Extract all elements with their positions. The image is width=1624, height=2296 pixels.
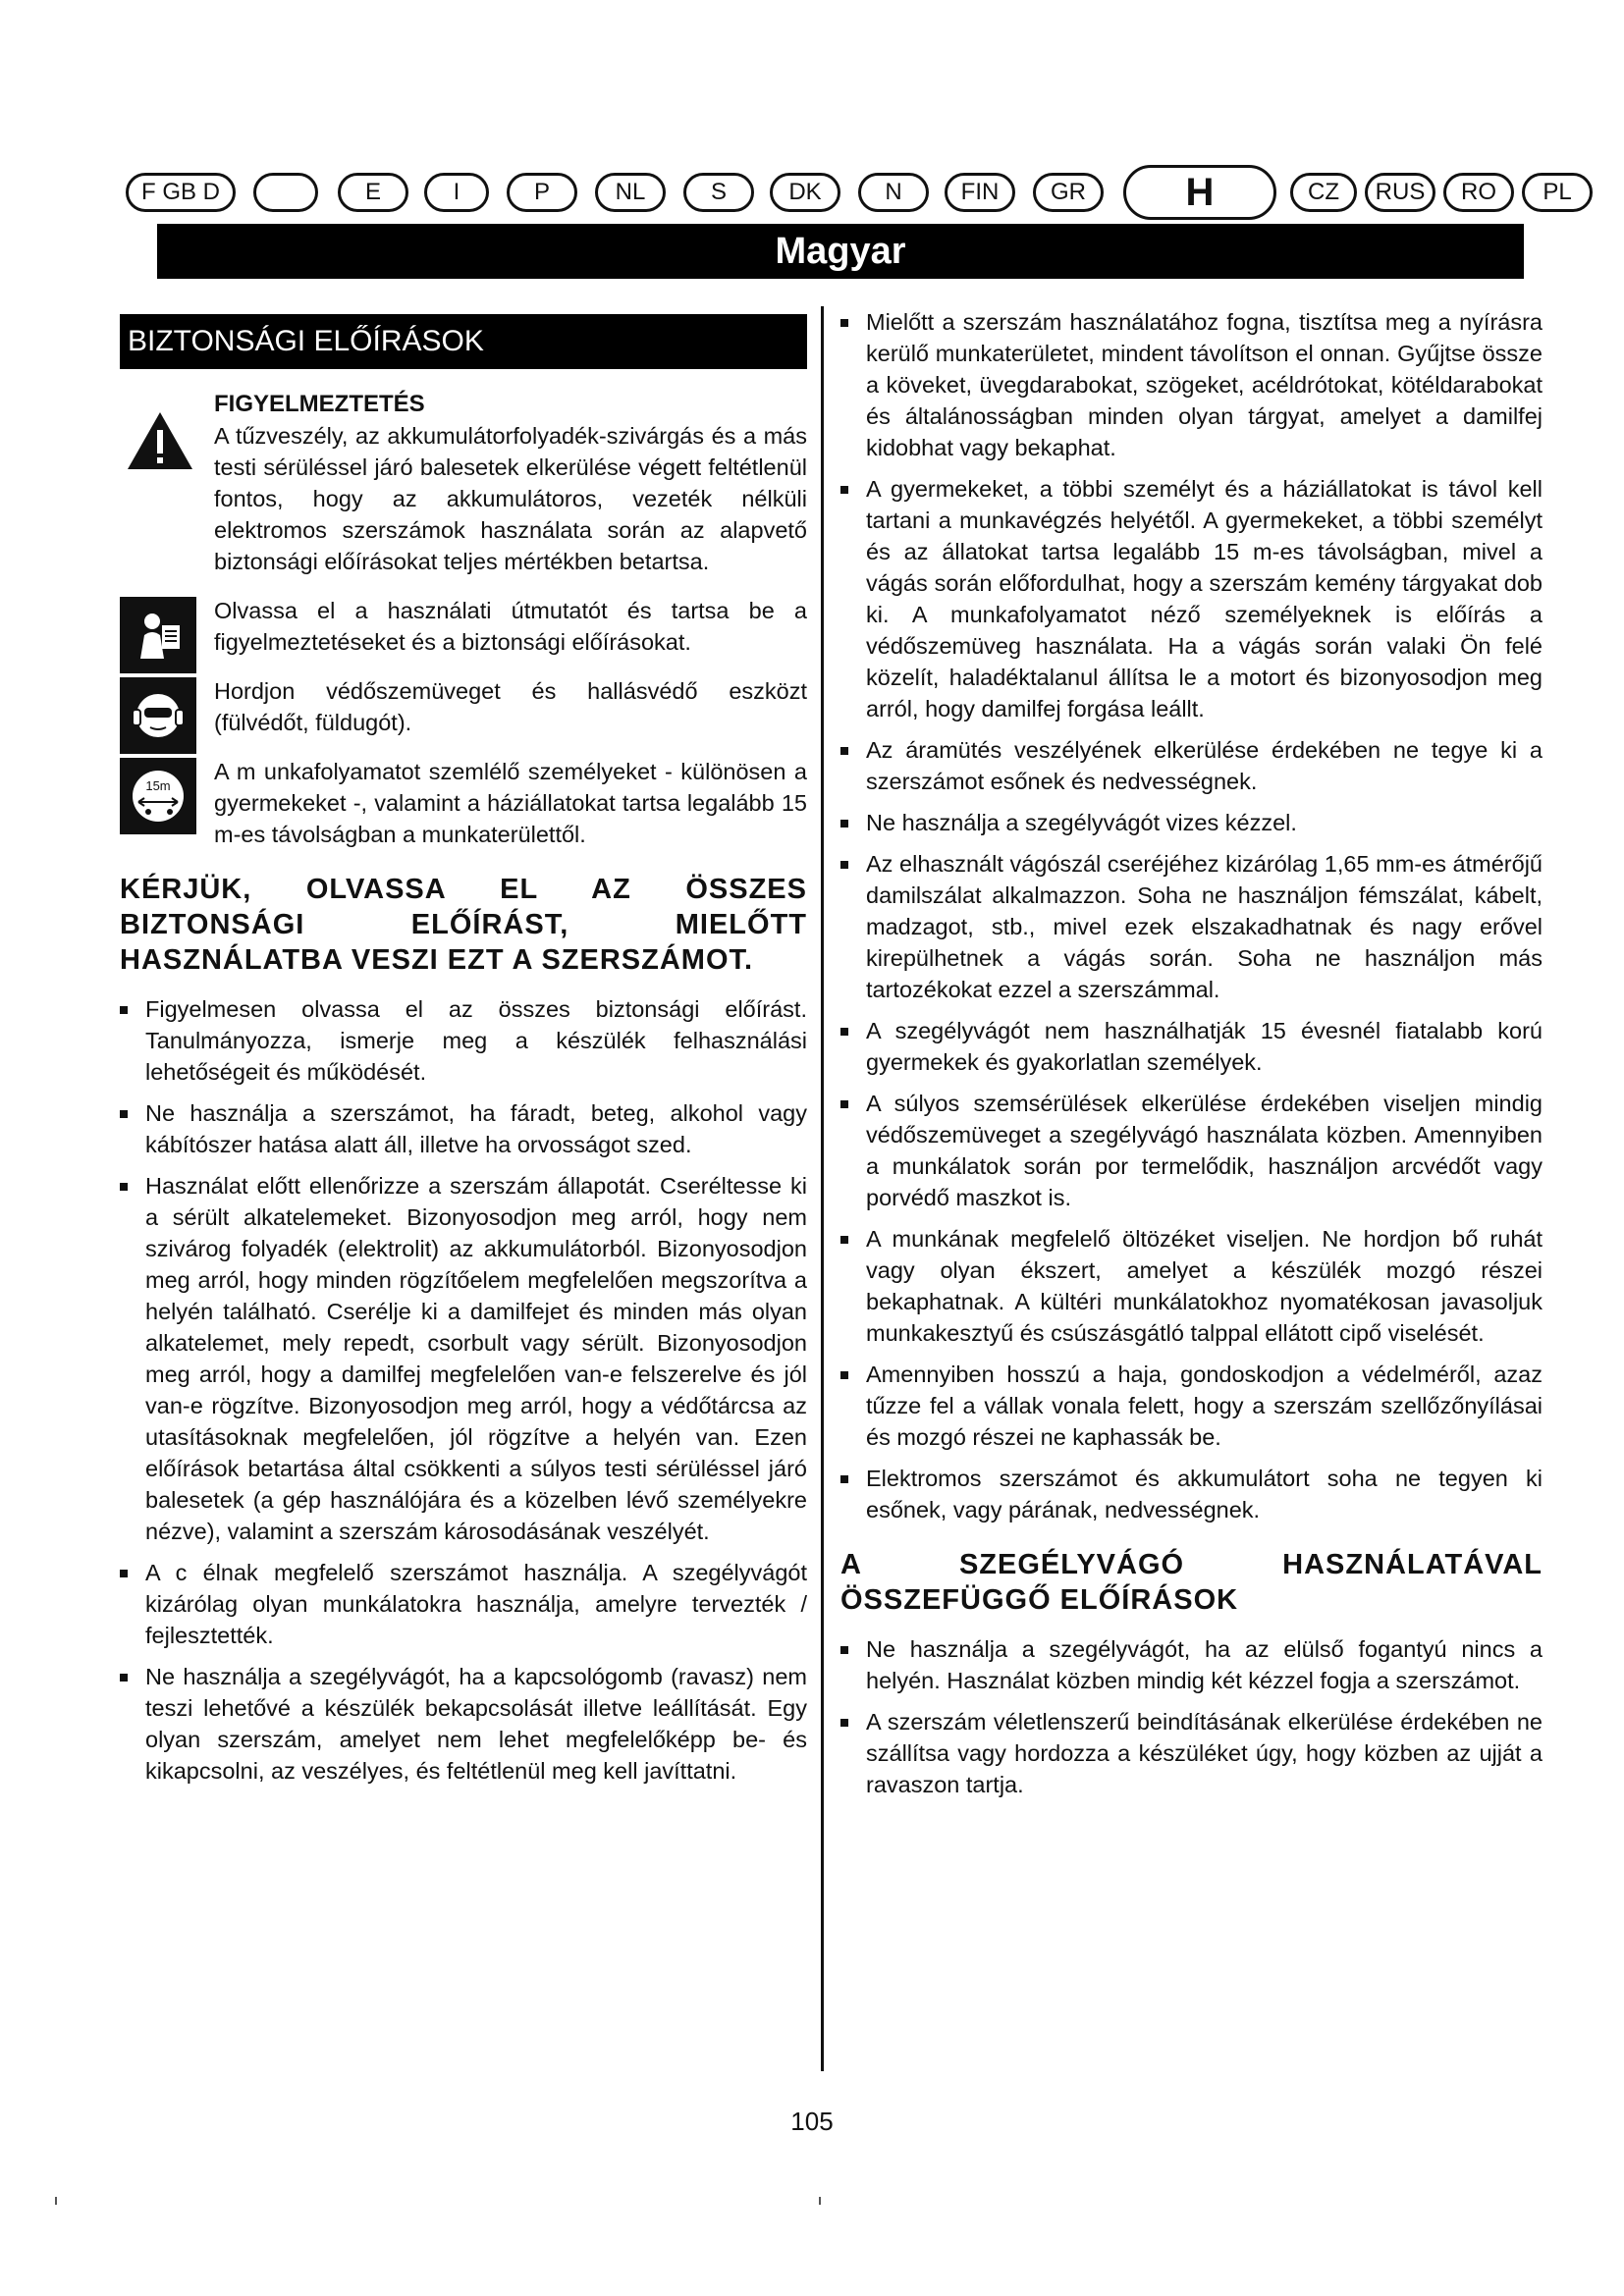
list-item <box>840 1633 1543 1696</box>
instruction-text: Olvassa el a használati útmutatót és tartsa be a figyelmeztetéseket és a biztonsági előírásokat. <box>214 598 807 655</box>
left-column <box>120 314 807 1796</box>
bullet-marker <box>840 861 848 869</box>
bullet-marker <box>840 1371 848 1379</box>
list-item-text: Használat előtt ellenőrizze a szerszám állapotát. Cseréltesse ki a sérült alkatelemeket. Bizonyosodjon meg arról, hogy nem szivárog folyadék (elektrolit) az akkumulátorból. Bizonyosodjon meg arról, hogy minden rögzítőelem megfelelően megszorítva a helyén található. Cserélje ki a damilfejet és minden más olyan alkatelemet, mely repedt, csorbult vagy sérült. Bizonyosodjon meg arról, hogy a damilfej megfelelően van-e felszerelve és jól van-e rögzítve. Bizonyosodjon meg arról, hogy a védőtárcsa az utasításoknak megfelelően, jól rögzítve a helyén van. Ezen előírások betartása által csökkenti a súlyos testi sérüléssel járó balesetek (a gép használójára és a közelben lévő személyekre nézve), valamint a szerszám károsodásának veszélyét. <box>145 1173 807 1544</box>
warning-title: FIGYELMEZTETÉS <box>214 391 425 417</box>
keep-distance-15m-icon <box>120 758 196 834</box>
list-item <box>840 807 1543 838</box>
list-item-text: Az áramütés veszélyének elkerülése érdekében ne tegye ki a szerszámot esőnek és nedvességnek. <box>866 737 1543 794</box>
scan-mark <box>819 2197 821 2205</box>
lang-tab-s[interactable]: S <box>683 173 754 212</box>
lang-tab-h[interactable]: H <box>1123 165 1276 220</box>
lang-tab-n[interactable]: N <box>858 173 929 212</box>
list-item-text: Mielőtt a szerszám használatához fogna, tisztítsa meg a nyírásra kerülő munkaterületet, mindent távolítson el onnan. Gyűjtse össze a köveket, üvegdarabokat, szögeket, acéldrótokat, kötéldarabokat és általánosságban minden olyan tárgyat, amelyet a damilfej kidobhat vagy bekaphat. <box>866 309 1543 460</box>
list-item <box>840 1088 1543 1213</box>
instruction-eye-ear-protection <box>120 675 807 738</box>
list-item-text: A gyermekeket, a többi személyt és a háziállatokat is távol kell tartani a munkavégzés helyétől. A gyermekeket, a többi személyt és az állatokat tartsa legalább 15 m-es távolságban, mivel a vágás során előfordulhat, hogy a szerszám kemény tárgyakat dob ki. A munkafolyamatot néző személyeknek is előírás a védőszemüveg használata. Ha a vágás során valaki Ön felé közelít, haladéktalanul állítsa le a motort és bizonyosodjon meg arról, hogy damilfej forgása leállt. <box>866 476 1543 721</box>
list-item-text: A c élnak megfelelő szerszámot használja. A szegélyvágót kizárólag olyan munkálatokra használja, amelyre tervezték / fejlesztették. <box>145 1560 807 1648</box>
list-item-text: Az elhasznált vágószál cseréjéhez kizárólag 1,65 mm-es átmérőjű damilszálat alkalmazzon. Soha ne használjon fémszálat, kábelt, madzagot, stb., mivel ezek elszakadhatnak és nagy erővel kirepülhetnek a vágás során. Soha ne használjon más tartozékokat ezzel a szerszámmal. <box>866 851 1543 1002</box>
instruction-text: Hordjon védőszemüveget és hallásvédő eszközt (fülvédőt, füldugót). <box>214 678 807 735</box>
list-item <box>840 1706 1543 1800</box>
bullet-marker <box>840 1719 848 1727</box>
bullet-marker <box>120 1674 128 1682</box>
list-item-text: A szegélyvágót nem használhatják 15 évesnél fiatalabb korú gyermekek és gyakorlatlan személyek. <box>866 1018 1543 1075</box>
bullet-marker <box>120 1183 128 1191</box>
list-item <box>840 1463 1543 1525</box>
bullet-marker <box>840 1475 848 1483</box>
lang-tab-fin[interactable]: FIN <box>945 173 1015 212</box>
list-item <box>120 993 807 1088</box>
list-item <box>840 473 1543 724</box>
list-item <box>840 1015 1543 1078</box>
usage-heading: A SZEGÉLYVÁGÓ HASZNÁLATÁVAL ÖSSZEFÜGGŐ ELŐÍRÁSOK <box>840 1549 1543 1616</box>
lang-tab-nl[interactable]: NL <box>595 173 666 212</box>
lang-tab-rus[interactable]: RUS <box>1365 173 1435 212</box>
warning-block <box>120 389 807 577</box>
bullet-marker <box>840 820 848 828</box>
bullet-marker <box>840 747 848 755</box>
list-item-text: A súlyos szemsérülések elkerülése érdekében viseljen mindig védőszemüveget a szegélyvágó használata közben. Amennyiben a munkálatok során por termelődik, használjon arcvédőt vagy porvédő maszkot is. <box>866 1091 1543 1210</box>
list-item-text: Ne használja a szegélyvágót, ha az elülső fogantyú nincs a helyén. Használat közben mindig két kézzel fogja a szerszámot. <box>866 1636 1543 1693</box>
bullet-marker <box>840 319 848 327</box>
list-item <box>840 1359 1543 1453</box>
scan-mark <box>55 2197 57 2205</box>
warning-text: A tűzveszély, az akkumulátorfolyadék-szivárgás és a más testi sérüléssel járó balesetek elkerülése végett feltétlenül fontos, hogy az akkumulátoros, vezeték nélküli elektromos szerszámok használata során az alapvető biztonsági előírásokat teljes mértékben betartsa. <box>214 423 807 574</box>
language-tab-bar <box>118 165 1572 220</box>
list-item-text: Ne használja a szerszámot, ha fáradt, beteg, alkohol vagy kábítószer hatása alatt áll, illetve ha orvosságot szed. <box>145 1100 807 1157</box>
list-item-text: Figyelmesen olvassa el az összes biztonsági előírást. Tanulmányozza, ismerje meg a készülék felhasználási lehetőségeit és működését. <box>145 996 807 1085</box>
page-number: 105 <box>790 2107 834 2136</box>
bullet-marker <box>120 1006 128 1014</box>
list-item-text: Amennyiben hosszú a haja, gondoskodjon a védelméről, azaz tűzze fel a vállak vonala felett, hogy a szerszám szellőzőnyílásai és mozgó részei ne kaphassák be. <box>866 1362 1543 1450</box>
list-item <box>840 734 1543 797</box>
bullet-marker <box>120 1570 128 1577</box>
lang-tab-gr[interactable]: GR <box>1033 173 1104 212</box>
instruction-keep-distance <box>120 756 807 850</box>
bullet-marker <box>840 1028 848 1036</box>
list-item <box>840 306 1543 463</box>
instruction-text: A m unkafolyamatot szemlélő személyeket - különösen a gyermekeket -, valamint a háziállatokat tartsa legalább 15 m-es távolságban a munkaterülettől. <box>214 759 807 847</box>
list-item <box>120 1661 807 1787</box>
list-item-text: A szerszám véletlenszerű beindításának elkerülése érdekében ne szállítsa vagy hordozza a készüléket úgy, hogy közben az ujját a ravaszon tartja. <box>866 1709 1543 1797</box>
lang-tab-pl[interactable]: PL <box>1522 173 1593 212</box>
section-heading-safety: BIZTONSÁGI ELŐÍRÁSOK <box>120 314 807 369</box>
lang-tab-p[interactable]: P <box>507 173 577 212</box>
list-item <box>120 1170 807 1547</box>
list-item-text: Ne használja a szegélyvágót vizes kézzel. <box>866 810 1297 835</box>
page-title: Magyar <box>157 224 1524 279</box>
lang-tab-e[interactable]: E <box>338 173 408 212</box>
svg-text:15m: 15m <box>145 778 171 793</box>
right-column <box>840 306 1543 1810</box>
bullet-marker <box>840 1236 848 1244</box>
eye-ear-protection-icon <box>120 677 196 754</box>
list-item <box>840 848 1543 1005</box>
list-item <box>120 1097 807 1160</box>
lang-tab-ro[interactable]: RO <box>1443 173 1514 212</box>
list-item-text: A munkának megfelelő öltözéket viseljen. Ne hordjon bő ruhát vagy olyan ékszert, amelyet a készülék mozgó részei bekaphatnak. A kültéri munkálatokhoz nyomatékosan javasoljuk munkakesztyű és csúszásgátló talppal ellátott cipő viselését. <box>866 1226 1543 1346</box>
bullet-marker <box>840 486 848 494</box>
bullet-marker <box>840 1646 848 1654</box>
bullet-marker <box>120 1110 128 1118</box>
list-item-text: Ne használja a szegélyvágót, ha a kapcsológomb (ravasz) nem teszi lehetővé a készülék bekapcsolását illetve leállítását. Egy olyan szerszám, amelyet nem lehet megfelelőképp be- és kikapcsolni, az veszélyes, és feltétlenül meg kell javíttatni. <box>145 1664 807 1784</box>
lang-tab-i[interactable]: I <box>424 173 489 212</box>
lang-tab-cz[interactable]: CZ <box>1290 173 1357 212</box>
warning-triangle-icon <box>126 410 194 471</box>
read-all-heading: KÉRJÜK, OLVASSA EL AZ ÖSSZES BIZTONSÁGI ELŐÍRÁST, MIELŐTT HASZNÁLATBA VESZI EZT A SZERSZÁMOT. <box>120 874 807 976</box>
read-manual-icon <box>120 597 196 673</box>
lang-tab-dk[interactable]: DK <box>770 173 840 212</box>
list-item-text: Elektromos szerszámot és akkumulátort soha ne tegyen ki esőnek, vagy párának, nedvességnek. <box>866 1466 1543 1522</box>
instruction-read-manual <box>120 595 807 658</box>
list-item <box>120 1557 807 1651</box>
column-divider <box>821 306 824 2071</box>
bullet-marker <box>840 1100 848 1108</box>
lang-tab-blank[interactable] <box>253 173 318 212</box>
lang-tab-f-gb-d[interactable]: F GB D <box>126 173 236 212</box>
list-item <box>840 1223 1543 1349</box>
